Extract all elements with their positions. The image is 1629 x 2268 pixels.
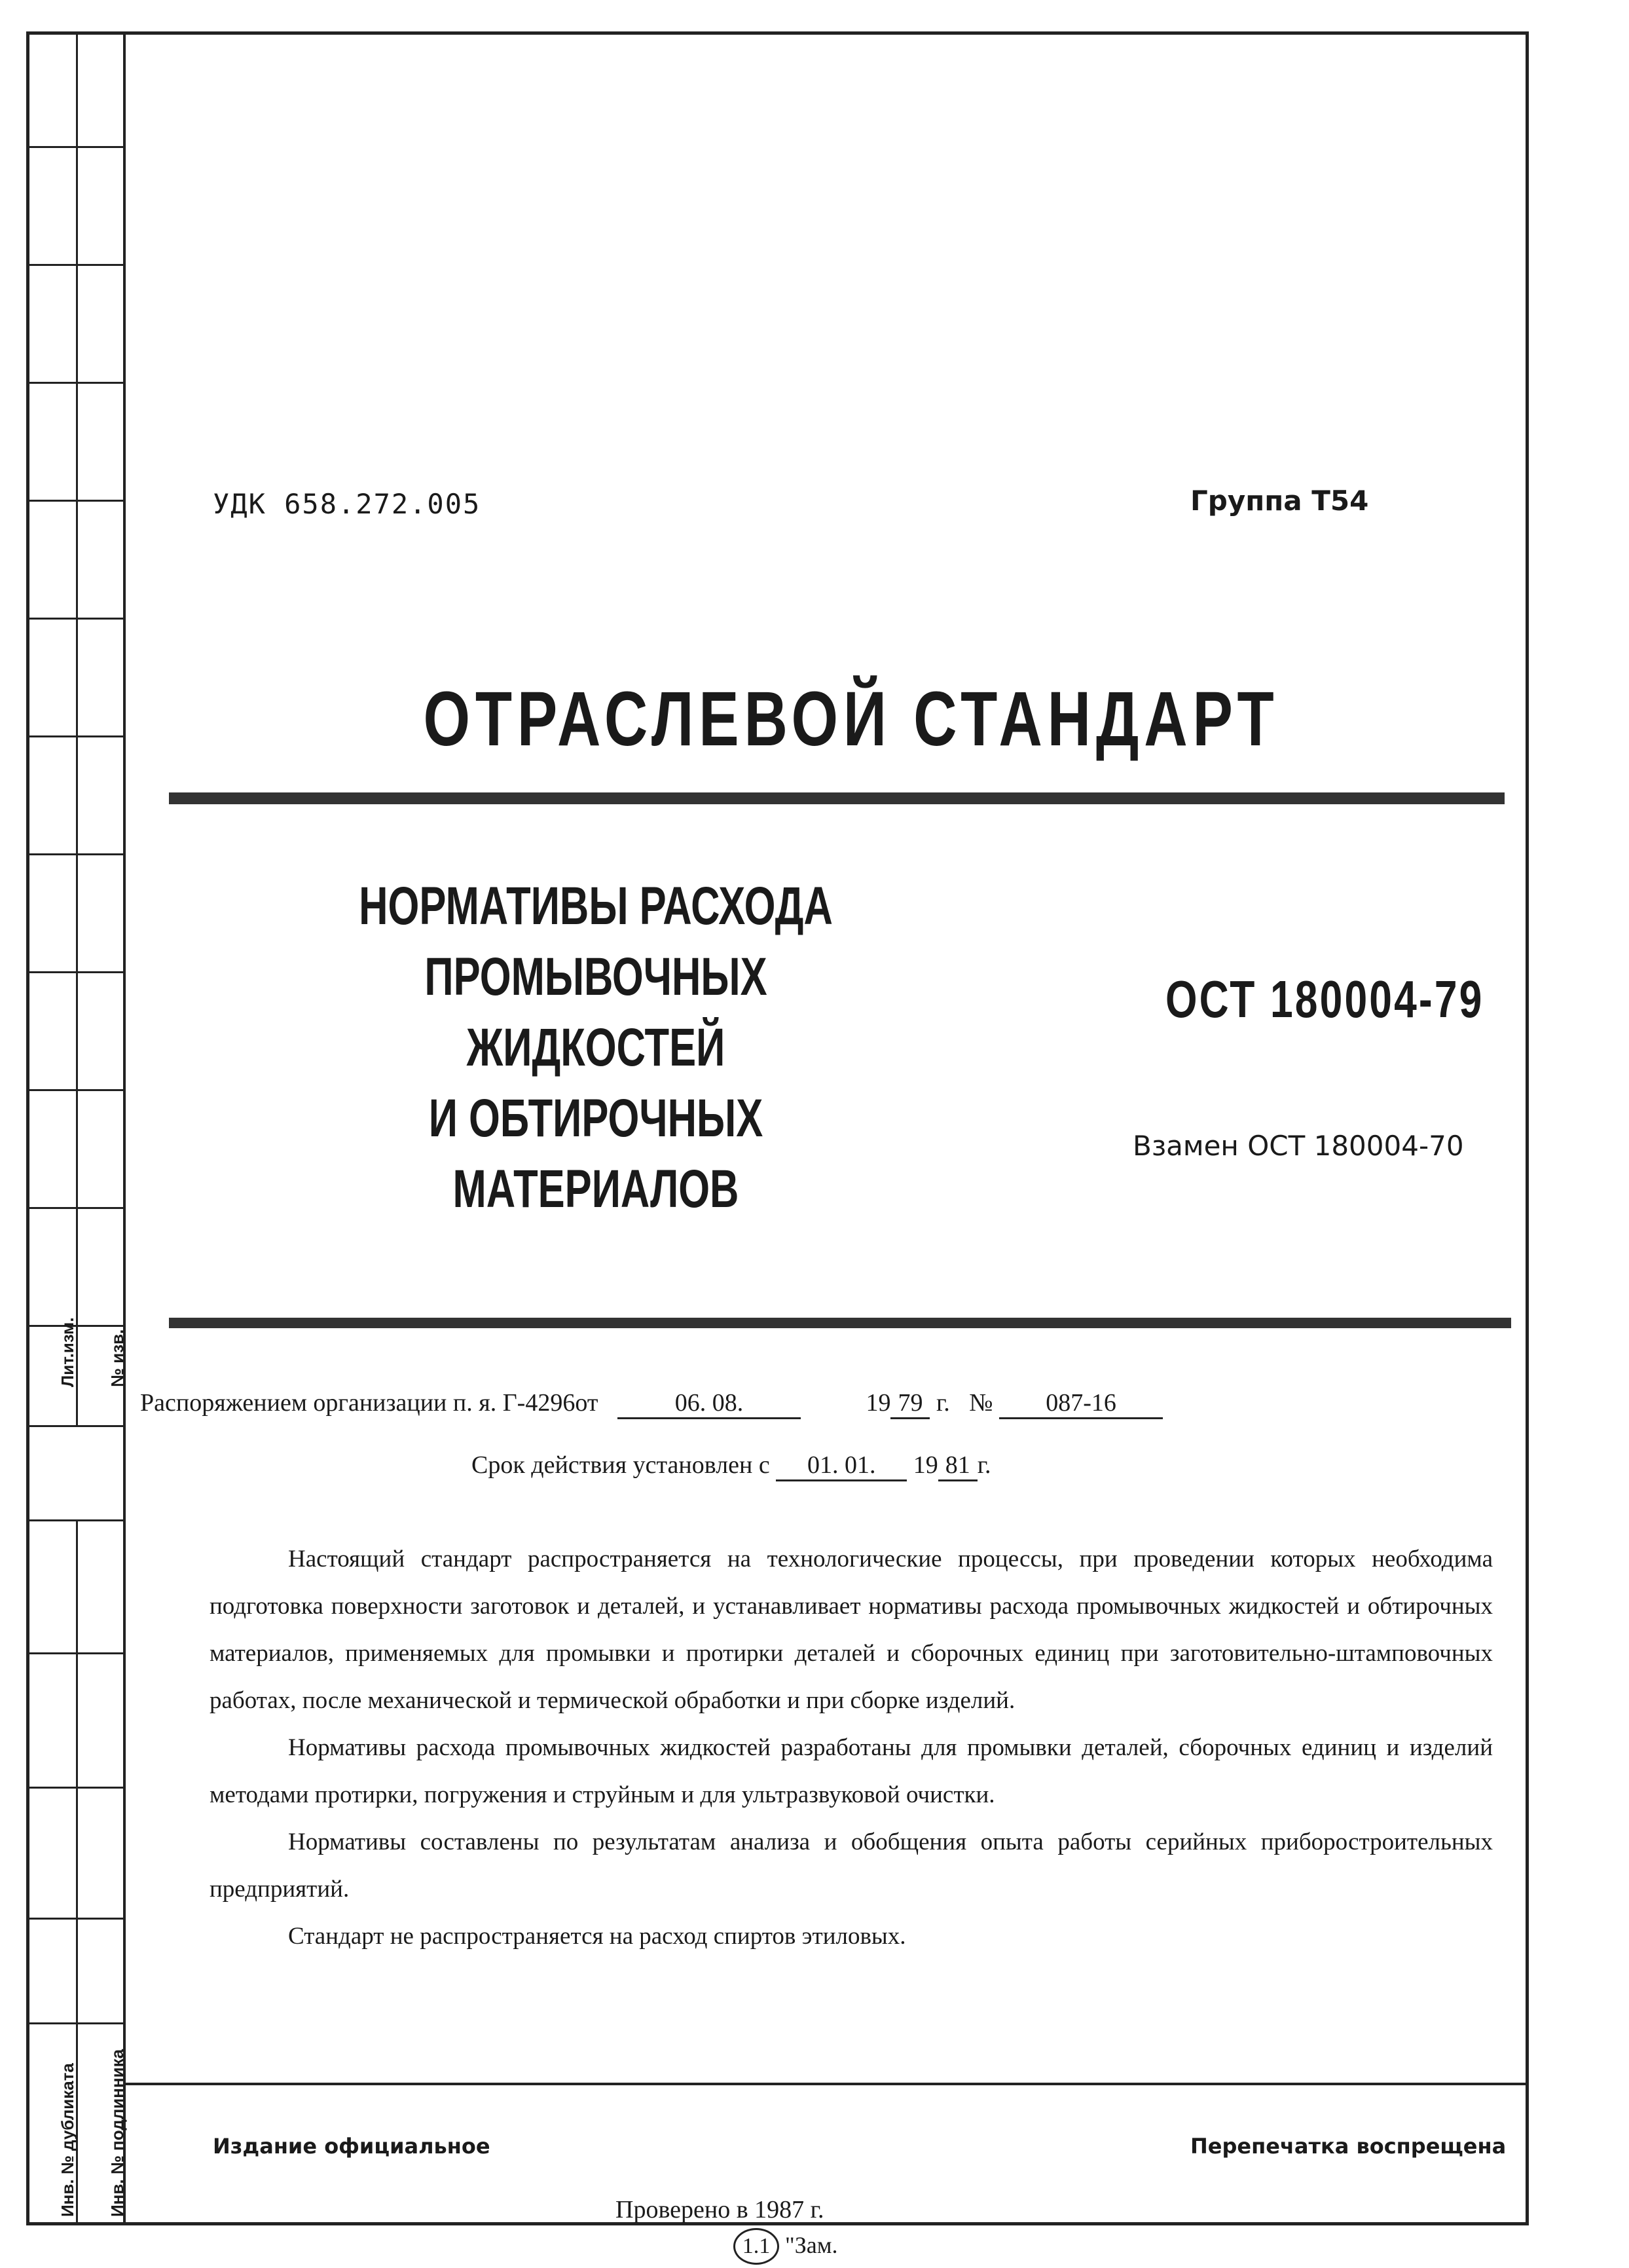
udk-code: УДК 658.272.005 (213, 488, 481, 520)
order-number: 087-16 (999, 1388, 1163, 1419)
change-stamp (733, 2228, 838, 2265)
subtitle-line: ПРОМЫВОЧНЫХ ЖИДКОСТЕЙ (424, 947, 767, 1077)
order-line (140, 1388, 1163, 1419)
paragraph: Настоящий стандарт распространяется на технологические процессы, при проведении которых необходима подготовка поверхности заготовок и деталей, и устанавливает нормативы расхода промывочных жидкостей и обтирочных материалов, применяемых для промывки и протирки деталей и сборочных единиц при заготовительно-штамповочных работах, после механической и термической обработки и при сборке изделий. (210, 1546, 1493, 1714)
paragraph: Нормативы расхода промывочных жидкостей разработаны для промывки деталей, сборочных единиц и изделий методами протирки, погружения и струйным и для ультразвуковой очистки. (210, 1734, 1493, 1808)
edition-note: Издание официальное (213, 2134, 490, 2159)
order-year-prefix: 19 (866, 1389, 891, 1417)
section-rule (169, 1318, 1511, 1328)
change-number: 1.1 (733, 2228, 779, 2265)
margin-label-no-izv: № изв. (107, 1329, 127, 1387)
standard-number: ОСТ 180004-79 (1165, 970, 1484, 1028)
page-title: ОТРАСЛЕВОЙ СТАНДАРТ (423, 676, 1279, 762)
group-code: Группа Т54 (1190, 485, 1369, 517)
body-text (210, 1536, 1493, 1960)
footer-rule (123, 2083, 1529, 2085)
validity-year-prefix: 19 (913, 1451, 938, 1479)
title-rule (169, 792, 1505, 804)
margin-label-inv-podl: Инв. № подлинника (107, 2049, 127, 2217)
validity-year: 81 (938, 1451, 978, 1481)
order-year-suffix: г. (936, 1389, 950, 1417)
order-from-label: от (575, 1389, 598, 1417)
subtitle-line: НОРМАТИВЫ РАСХОДА (359, 876, 833, 936)
margin-stamp-column (26, 31, 126, 2225)
document-subtitle (336, 871, 856, 1225)
margin-label-lit-izm: Лит.изм. (58, 1317, 77, 1387)
subtitle-line: И ОБТИРОЧНЫХ МАТЕРИАЛОВ (428, 1088, 763, 1219)
checked-note: Проверено в 1987 г. (615, 2196, 824, 2223)
validity-date: 01. 01. (776, 1451, 907, 1481)
validity-line (471, 1451, 991, 1481)
paragraph: Нормативы составлены по результатам анализа и обобщения опыта работы серийных приборостроительных предприятий. (210, 1829, 1493, 1903)
reprint-note: Перепечатка воспрещена (1190, 2134, 1507, 2159)
order-date: 06. 08. (617, 1388, 801, 1419)
change-label: "Зам. (785, 2232, 838, 2258)
validity-label: Срок действия установлен с (471, 1451, 770, 1479)
validity-year-suffix: г. (977, 1451, 991, 1479)
order-prefix: Распоряжением организации п. я. Г-4296 (140, 1389, 576, 1417)
order-number-label: № (969, 1389, 993, 1417)
margin-label-inv-dubl: Инв. № дубликата (58, 2063, 77, 2217)
replaces-note: Взамен ОСТ 180004-70 (1133, 1130, 1464, 1162)
paragraph: Стандарт не распространяется на расход спиртов этиловых. (288, 1923, 906, 1950)
order-year: 79 (890, 1388, 930, 1419)
